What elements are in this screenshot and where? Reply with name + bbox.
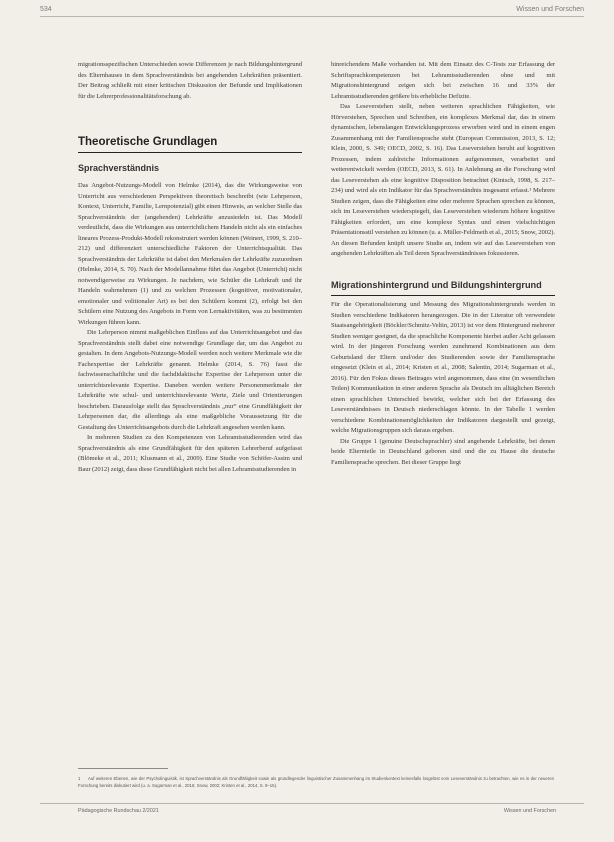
footer-rule	[40, 803, 584, 804]
footnote-rule	[78, 768, 168, 769]
footnote-text: Auf weiteren Ebenen, wie der Psycholinguistik, ist Sprachverständnis als Grundfähigkeit sowie als grundlegender linguistischer Zusammenhang im Studienkontext keinesfalls losgelöst vom Leseverständnis zu betrachten, wie es in der neueren Forschung bereits diskutiert wird (u. a. Sugarman et al., 2016; Snow, 2002; Kristen et al., 2014, S. 9–15).	[78, 776, 554, 788]
subheading-migration-background: Migrationshintergrund und Bildungshintergrund	[331, 280, 555, 297]
running-head-section: Wissen und Forschen	[516, 6, 584, 13]
subheading-language-comprehension: Sprachverständnis	[78, 163, 160, 173]
footnote-mark: 1	[78, 776, 81, 781]
left-column	[78, 60, 302, 475]
section-heading-theoretical-basics: Theoretische Grundlagen	[78, 136, 302, 153]
footer-section: Wissen und Forschen	[503, 808, 556, 814]
body-paragraph: Die Gruppe 1 (genuine Deutschsprachler) sind angehende Lehrkräfte, bei denen beide Elternteile in Deutschland geboren sind und die zu Hause die deutsche Familiensprache sprechen. Bei dieser Gruppe liegt	[331, 437, 555, 466]
header-rule	[40, 16, 584, 17]
footnote	[78, 775, 554, 789]
right-column	[331, 60, 555, 468]
body-paragraph: In mehreren Studien zu den Kompetenzen von Lehramtsstudierenden wird das Sprachverständnis als eine Grundfähigkeit für den späteren Lehrerberuf aufgefasst (Blömeke et al., 2011; Klusmann et al., 2009). Eine Studie von Schöfer-Assim und Baur (2012) zeigt, dass diese Grundfähigkeit nicht bei allen Lehramtsstudierenden in	[78, 434, 302, 473]
body-paragraph: Das Leseverstehen stellt, neben weiteren sprachlichen Fähigkeiten, wie Hörverstehen, Sprechen und Schreiben, ein komplexes Merkmal dar, das in einem dynamischen, lebenslangen Entwicklungsprozess erworben wird und in einem engen Zusammenhang mit der Familiensprache steht (European Commission, 2013, S. 12; Klein, 2000, S. 349; OECD, 2002, S. 16). Das Leseverstehen beruht auf kognitiven Prozessen, indem zahlreiche Informationen aufgenommen, verarbeitet und weiterentwickelt werden (OECD, 2013, S. 61). In Anlehnung an die Forschung wird das Leseverstehen als eine kognitive Disposition betrachtet (Kintsch, 1998, S. 217–234) und wird als ein Indikator für das Sprachverständnis insgesamt erfasst.¹ Mehrere Studien zeigen, dass die Fähigkeiten eine oder mehrere Sprachen sprechen zu können, sich im Leseverstehen wiederspiegelt, das Leseverstehen wiederum höhere kognitive Fähigkeiten erfordert, um eine komplexe Syntax und einen vielschichtigen Präsentationsstil verstehen zu können (u. a. Müller-Feldmeth et al., 2015; Snow, 2002). An diesen Befunden knüpft unsere Studie an, indem wir auf das Leseverstehen von angehenden Lehrkräften als Teil deren Sprachverständnisses fokussieren.	[331, 103, 555, 257]
page-number: 534	[40, 6, 52, 13]
body-paragraph: Für die Operationalisierung und Messung des Migrationshintergrunds werden in Studien verschiedene Indikatoren herangezogen. Die in der Literatur oft verwendete Staatsangehörigkeit (Böckler/Schmitz-Veltin, 2013) ist vor dem Hintergrund mehrerer Studien weniger geeignet, da die sprachliche Komponente hierbei außer Acht gelassen wird. In der jüngeren Forschung werden zunehmend Kombinationen aus dem Geburtsland der Eltern und/oder des Studierenden sowie der Familiensprache eingesetzt (Klein et al., 2014; Kristen et al., 2008; Salentin, 2014; Sugarman et al., 2016). Für den Fokus dieses Beitrages wird angenommen, dass eine (in wesentlichen Teilen) Kommunikation in einer anderen Sprache als Deutsch im alltäglichen Bereich einen sprachlichen Unterschied bewirkt, welcher sich bei der Erfassung des Leseverständnisses in Deutsch niederschlagen könnte. In der Tabelle 1 werden verschiedene Kombinationsmöglichkeiten der Indikatoren dargestellt und gezeigt, welche Migrationsgruppen sich daraus ergeben.	[331, 301, 555, 434]
body-paragraph: Das Angebot-Nutzungs-Modell von Helmke (2014), das die Wirkungsweise von Unterricht aus verschiedenen Perspektiven theoretisch beschreibt (wie Lehrperson, Kontext, Unterricht, Familie, Lernpotenzial) gibt einen Hinweis, an welcher Stelle das Sprachverständnis der (angehenden) Lehrkräfte anzusiedeln ist. Das Modell verdeutlicht, dass die Wirkungen aus unterrichtlichem Handeln nicht als ein einfaches lineares Prozess-Produkt-Modell rekonstruiert werden können (Weinert, 1999, S. 210–212) und differenziert unterschiedliche Faktoren der Unterrichtsqualität. Das Sprachverständnis der Lehrkräfte ist dabei den Merkmalen der Lehrkräfte zuzuordnen (Helmke, 2014, S. 70). Nach der Modellannahme führt das Angebot (Unterricht) nicht notwendigerweise zu Wirkungen. Je nachdem, wie Schüler die Lehrkraft und ihr Handeln wahrnehmen (1) und zu welchen Prozessen (kognitiver, motivationaler, emotionaler und volitionaler Art) es bei den Schülern kommt (2), erfolgt bei den Schülern eine Nutzung des Angebots in Form von Lernaktivitäten, was zu bestimmten Wirkungen führen kann.	[78, 182, 302, 326]
body-paragraph: Die Lehrperson nimmt maßgeblichen Einfluss auf das Unterrichtsangebot und das Sprachverständnis stellt dabei eine notwendige Grundlage dar, um das Angebot zu gestalten. In dem Angebots-Nutzungs-Modell werden noch weitere Merkmale wie die Fachexpertise der Lehrkräfte genannt. Helmke (2014, S. 76) fasst die fachwissenschaftliche und die fachdidaktische Expertise der Lehrperson unter die unterrichtsrelevante Expertise. Daneben werden weitere Personenmerkmale der Lehrkräfte wie schul- und unterrichtsrelevante Werte, Ziele und Orientierungen beschrieben. Darausfolge stellt das Sprachverständnis „nur“ eine Grundfähigkeit der Lehrpersonen dar, die allerdings als eine maßgebliche Voraussetzung für die Gestaltung des Unterrichtsangebots durch die Lehrkraft angesehen werden kann.	[78, 329, 302, 431]
intro-paragraph: migrationsspezifischen Unterschieden sowie Differenzen je nach Bildungshintergrund des Elternhauses in dem Sprachverständnis bei angehenden Lehrkräften präsentiert. Der Beitrag schließt mit einer kritischen Diskussion der Befunde und Implikationen für die Lehrerprofessionalitätsforschung ab.	[78, 61, 302, 100]
footer-journal: Pädagogische Rundschau 2/2021	[78, 808, 159, 814]
body-paragraph: hinreichendem Maße vorhanden ist. Mit dem Einsatz des C-Tests zur Erfassung der Schriftsprachkompetenzen bei Lehramtsstudierenden ohne und mit Migrationshintergrund zeigen sich bei zwischen 16 und 33% der Lehramtsstudierenden größere bis erhebliche Defizite.	[331, 61, 555, 100]
